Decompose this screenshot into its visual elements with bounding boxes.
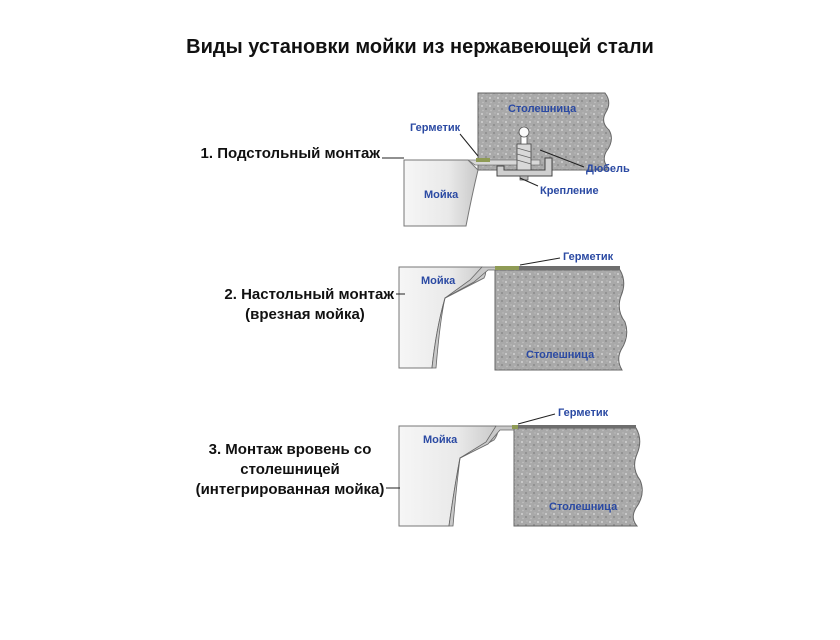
section-label-2-line-2: (врезная мойка) — [245, 306, 365, 323]
sink-label-3: Мойка — [423, 434, 458, 446]
sealant-pointer-2 — [520, 258, 560, 265]
section-label-1-line-1: 1. Подстольный монтаж — [200, 145, 380, 162]
sealant-pointer-3 — [518, 414, 555, 424]
bracket-pointer-1 — [520, 178, 538, 186]
sealant-2 — [495, 266, 519, 270]
page-title: Виды установки мойки из нержавеющей стали — [186, 36, 654, 58]
section-flushmount — [196, 407, 643, 526]
section-label-3-line-3: (интегрированная мойка) — [195, 481, 385, 498]
sink-label-1: Мойка — [424, 189, 459, 201]
countertop-top-3 — [518, 425, 636, 428]
countertop-top-2 — [519, 266, 620, 270]
countertop-label-2: Столешница — [526, 349, 595, 361]
countertop-label-3: Столешница — [549, 501, 618, 513]
sealant-label-2: Герметик — [563, 251, 614, 263]
countertop-label-1: Столешница — [508, 103, 577, 115]
sink-label-2: Мойка — [421, 275, 456, 287]
sealant-label-1: Герметик — [410, 122, 461, 134]
section-topmount — [224, 251, 626, 370]
section-undermount — [201, 93, 630, 226]
sealant-3 — [512, 425, 518, 429]
sealant-pointer-1 — [460, 134, 478, 156]
dowel-label-1: Дюбель — [586, 163, 630, 175]
section-label-3-line-1: 3. Монтаж вровень со — [208, 441, 372, 458]
bracket-label-1: Крепление — [540, 185, 599, 197]
sealant-1 — [476, 158, 490, 162]
section-label-3-line-2: столешницей — [240, 461, 340, 478]
sealant-label-3: Герметик — [558, 407, 609, 419]
section-label-2-line-1: 2. Настольный монтаж — [224, 286, 394, 303]
